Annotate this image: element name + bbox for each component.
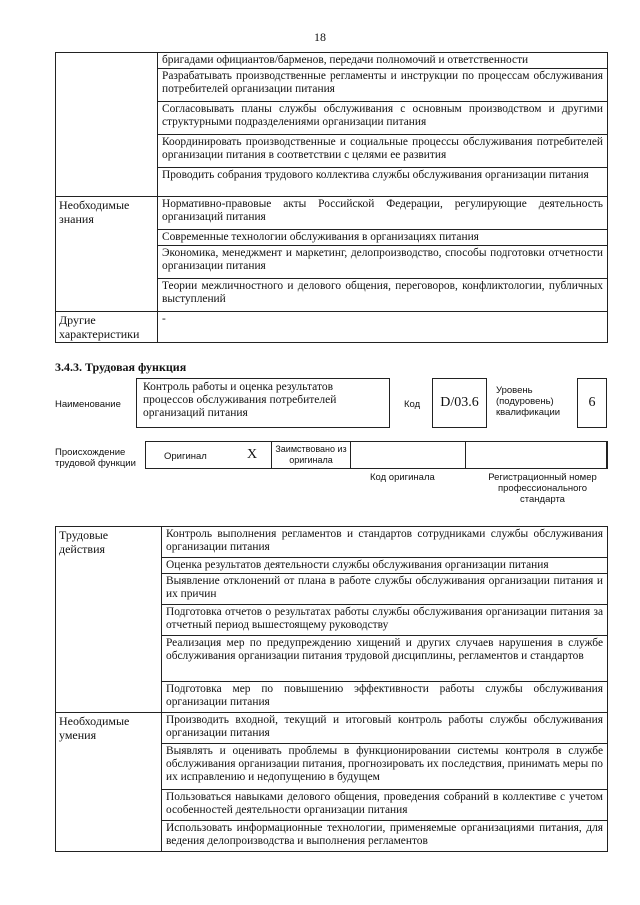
borrowed-cell	[271, 441, 351, 469]
row-text: Согласовывать планы службы обслуживания с основным производством и другими структурными подразделениями организации питания	[158, 102, 608, 135]
row-text: Выявлять и оценивать проблемы в функционировании системы контроля в службе обслуживания организации питания, прогнозировать их последствия, принимать меры по их исправлению и недопущению в будущем	[162, 744, 608, 790]
row-label: Другие характеристики	[56, 312, 158, 343]
original-mark: X	[247, 447, 258, 462]
table-row	[56, 527, 608, 558]
row-text: Координировать производственные и социальные процессы обслуживания потребителей организации питания в соответствии с целями ее развития	[158, 135, 608, 168]
row-text: Разрабатывать производственные регламенты и инструкции по процессам обслуживания потребителей организации питания	[158, 69, 608, 102]
row-text: Реализация мер по предупреждению хищений и других случаев нарушения в службе обслуживания организации питания трудовой дисциплины, регламентов и стандартов	[162, 636, 608, 682]
row-text: Нормативно-правовые акты Российской Федерации, регулирующие деятельность организаций питания	[158, 197, 608, 230]
row-label: Трудовые действия	[56, 527, 162, 713]
row-text: Оценка результатов деятельности службы обслуживания организации питания	[162, 558, 608, 574]
row-text: Использовать информационные технологии, применяемые организациями питания, для ведения делопроизводства и выполнения регламентов	[162, 821, 608, 852]
row-text: Контроль выполнения регламентов и стандартов сотрудниками службы обслуживания организации питания	[162, 527, 608, 558]
origin-label: Происхождение трудовой функции	[55, 447, 136, 469]
function-name: Контроль работы и оценка результатов процессов обслуживания потребителей организаций питания	[143, 381, 337, 419]
row-label: Необходимые знания	[56, 197, 158, 312]
row-text: Проводить собрания трудового коллектива службы обслуживания организации питания	[158, 168, 608, 197]
function-name-box	[136, 378, 390, 428]
table-row	[56, 312, 608, 343]
code-box	[432, 378, 487, 428]
row-text: Пользоваться навыками делового общения, проведения собраний в коллективе с учетом особенностей деятельности организации питания	[162, 790, 608, 821]
row-text: Теории межличностного и делового общения, переговоров, конфликтологии, публичных выступлений	[158, 279, 608, 312]
row-text: Производить входной, текущий и итоговый контроль работы службы обслуживания организации питания	[162, 713, 608, 744]
row-text: -	[158, 312, 608, 343]
row-text: Современные технологии обслуживания в организациях питания	[158, 230, 608, 246]
row-text: Экономика, менеджмент и маркетинг, делопроизводство, способы подготовки отчетности организации питания	[158, 246, 608, 279]
level-value: 6	[588, 395, 596, 410]
row-text: Выявление отклонений от плана в работе службы обслуживания организации питания и их причин	[162, 574, 608, 605]
row-text: бригадами официантов/барменов, передачи полномочий и ответственности	[158, 53, 608, 69]
reg-number-cell	[465, 441, 608, 469]
reg-number-label: Регистрационный номер профессионального стандарта	[488, 472, 597, 505]
original-label: Оригинал	[164, 451, 207, 462]
row-label	[56, 53, 158, 197]
level-label: Уровень (подуровень) квалификации	[496, 385, 561, 418]
code-value: D/03.6	[440, 395, 479, 410]
code-original-label: Код оригинала	[370, 472, 435, 483]
table-row	[56, 713, 608, 744]
level-box	[577, 378, 607, 428]
original-cell	[145, 441, 272, 469]
competency-table-1	[55, 52, 608, 343]
borrowed-label: Заимствовано из оригинала	[275, 444, 347, 465]
table-row	[56, 197, 608, 230]
section-title: 3.4.3. Трудовая функция	[55, 360, 187, 374]
competency-table-2	[55, 526, 608, 852]
page-number: 18	[314, 30, 326, 44]
origin-table	[145, 441, 607, 469]
row-label: Необходимые умения	[56, 713, 162, 852]
code-label: Код	[404, 399, 421, 410]
row-text: Подготовка мер по повышению эффективности работы службы обслуживания организации питания	[162, 682, 608, 713]
table-row	[56, 53, 608, 69]
row-text: Подготовка отчетов о результатах работы службы обслуживания организации питания за отчетный период вышестоящему руководству	[162, 605, 608, 636]
code-original-cell	[350, 441, 466, 469]
name-label: Наименование	[55, 399, 121, 410]
